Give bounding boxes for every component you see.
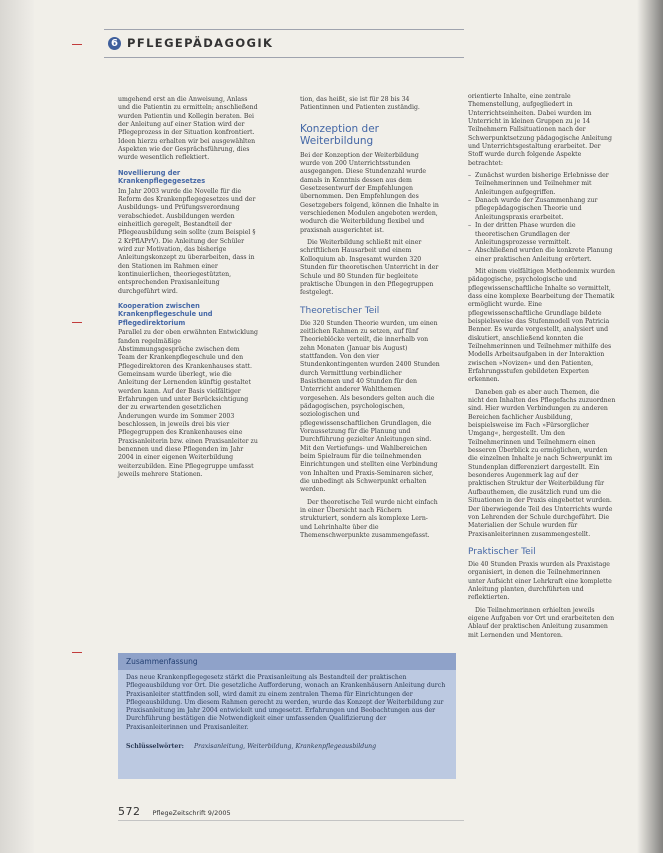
keywords-row [118,743,456,751]
section-heading: Konzeption der Weiterbildung [300,122,379,147]
paragraph: Die 320 Stunden Theorie wurden, um einen zeitlichen Rahmen zu setzen, auf fünf Theorieblöcke verteilt, die innerhalb von zehn Monaten (Januar bis August) stattfanden. Von den vier Stundenkontingenten wurden 2400 Stunden durch Vermittlung verbindlicher Basisthemen und 40 Stunden für den Unterricht anderer Wahlthemen vorgesehen. Als besonders gelten auch die pädagogischen, psychologischen, soziologischen und pflegewissenschaftlichen Grundlagen, die Voraussetzung für die Planung und Durchführung gezielter Anleitungen sind. Mit den Vertiefungs- und Wahlbereichen beim Spielraum für die teilnehmenden Einrichtungen und stellten eine Verbindung von Inhalten und Praxis-Seminaren sicher, die unbedingt als Schwerpunkt erhalten werden. [300,319,440,494]
paragraph: umgehend erst an die Anweisung, Anlass und die Patientin zu ermitteln; anschließend wurden Patientin und Kollegin beraten. Bei der Anleitung auf einer Station wird der Pflegeprozess in der Situation konfrontiert. Ideen hierzu erhalten wir bei ausgewählten Aspekten wie der Gesprächsführung, dies wurde wesentlich reflektiert. [118,96,258,162]
summary-text: Das neue Krankenpflegegesetz stärkt die Praxisanleitung als Bestandteil der praktischen Pflegeausbildung vor Ort. Die gesetzliche Aufforderung, wonach an Krankenhäusern Anleitung durch Praxisanleiter stattfinden soll, wird damit zu einem zentralen Thema für Einrichtungen der Pflegeausbildung. Um diesem Rahmen gerecht zu werden, wurde das Konzept der Weiterbildung zur Praxisanleitung im Jahr 2004 entwickelt und umgesetzt. Erfahrungen und Beobachtungen aus der Durchführung bestätigen die Notwendigkeit einer umfassenden Qualifizierung der Praxisanleiterinnen und Praxisanleiter. [126,674,446,731]
list-item: – In der dritten Phase wurden die theoretischen Grundlagen der Anleitungsprozesse vermittelt. [468,222,616,247]
paragraph: orientierte Inhalte, eine zentrale Themenstellung, aufgegliedert in Unterrichtseinheiten. Dabei wurden im Unterricht in kleinen Gruppen zu je 14 Teilnehmern Fallsituationen nach der Schwerpunktsetzung pädagogische Anleitung und Unterrichtsgestaltung erarbeitet. Der Stoff wurde durch folgende Aspekte betrachtet: [468,93,612,167]
page-number: 572 [118,805,141,818]
column-1 [118,96,258,483]
paragraph: Die Teilnehmerinnen erhielten jeweils eigene Aufgaben vor Ort und erarbeiteten den Ablauf der praktischen Anleitung zusammen mit Lernenden und Mentoren. [468,606,615,639]
paragraph: Die 40 Stunden Praxis wurden als Praxistage organisiert, in denen die Teilnehmerinnen unter Aufsicht einer Lehrkraft eine komplette Anleitung planten, durchführten und reflektierten. [468,560,612,602]
margin-mark [72,652,82,653]
column-2 [300,96,440,544]
subheading: Kooperation zwischen Krankenpflegeschule und Pflegedirektorium [118,302,213,327]
summary-box [118,653,456,779]
list-item: – Danach wurde der Zusammenhang zur pflegepädagogischen Theorie und Anleitungspraxis erarbeitet. [468,197,616,222]
list-item: – Abschließend wurden die konkrete Planung einer praktischen Anleitung erörtert. [468,247,616,264]
margin-mark [72,44,82,45]
subheading: Novellierung der Krankenpflegegesetzes [118,168,206,186]
bullet-list [468,172,616,264]
binding-shadow [0,0,34,853]
section-heading: Theoretischer Teil [300,305,380,316]
margin-mark [72,322,82,323]
section-header [108,36,273,50]
page-footer [118,805,231,818]
paragraph: tion, das heißt, sie ist für 28 bis 34 Patientinnen und Patienten zuständig. [300,96,420,112]
section-badge: 6 [108,37,121,50]
paragraph: Mit einem vielfältigen Methodenmix wurden pädagogische, psychologische und pflegewissenschaftliche Inhalte so vermittelt, dass eine komplexe Bearbeitung der Thematik ermöglicht wurde. Eine pflegewissenschaftliche Grundlage bildete beispielsweise das Stufenmodell von Patricia Benner. Es wurde vorgestellt, analysiert und diskutiert, anschließend konnten die Teilnehmerinnen und Teilnehmer mithilfe des Modells Arbeitsaufgaben in der Interaktion zwischen »Novizen« und den Patienten, Erfahrungsstufen gebildeten Experten erkennen. [468,267,615,384]
paragraph: Die Weiterbildung schließt mit einer schriftlichen Hausarbeit und einem Kolloquium ab. Insgesamt wurden 320 Stunden für theoretischen Unterricht in der Schule und 80 Stunden für begleitete praktische Übungen in den Pflegegruppen festgelegt. [300,239,439,297]
paragraph: Parallel zu der oben erwähnten Entwicklung fanden regelmäßige Abstimmungsgespräche zwischen dem Team der Krankenpflegeschule und den Pflegedirektoren des Krankenhauses statt. Gemeinsam wurde überlegt, wie die Anleitung der Lernenden künftig gestaltet werden kann. Auf der Basis vielfältiger Erfahrungen und unter Berücksichtigung der zu erwartenden gesetzlichen Änderungen wurde im Sommer 2003 beschlossen, in jeweils drei bis vier Pflegegruppen des Krankenhauses eine Praxisanleiterin bzw. einen Praxisanleiter zu benennen und diese Pflegenden im Jahr 2004 in einer eigenen Weiterbildung weiterzubilden. Eine Pflegegruppe umfasst jeweils mehrere Stationen. [118,329,258,479]
list-item: – Zunächst wurden bisherige Erlebnisse der Teilnehmerinnen und Teilnehmer mit Anleitungen aufgegriffen. [468,172,616,197]
keywords-value: Praxisanleitung, Weiterbildung, Krankenpflegeausbildung [194,743,377,751]
column-3 [468,93,616,644]
paragraph: Daneben gab es aber auch Themen, die nicht den Inhalten des Pflegefachs zuzuordnen sind. Hier wurden Verbindungen zu anderen Bereichen fachlicher Ausbildung, beispielsweise im Fach »Fürsorglicher Umgang«, hergestellt. Um den Teilnehmerinnen und Teilnehmern einen besseren Überblick zu ermöglichen, wurden die einzelnen Inhalte je nach Schwerpunkt im Stundenplan differenziert dargestellt. Ein besonderes Augenmerk lag auf der praktischen Struktur der Weiterbildung für Aufbauthemen, die zusätzlich rund um die Situationen in der Praxis eingebettet wurden. Der überwiegende Teil des Unterrichts wurde von Lehrenden der Schule durchgeführt. Die Materialien der Schule wurden für Praxisanleiterinnen zusammengestellt. [468,388,616,538]
footer-rule [118,820,464,821]
section-title: PFLEGEPÄDAGOGIK [127,36,274,50]
summary-title: Zusammenfassung [118,653,456,670]
journal-name: PflegeZeitschrift 9/2005 [152,809,231,817]
paragraph: Der theoretische Teil wurde nicht einfach in einer Übersicht nach Fächern strukturiert, sondern als komplexe Lern- und Lehrinhalte über die Themenschwerpunkte zusammengefasst. [300,498,438,540]
paragraph: Im Jahr 2003 wurde die Novelle für die Reform des Krankenpflegegesetzes und der Ausbildungs- und Prüfungsverordnung verabschiedet. Ausbildungen werden einheitlich geregelt, Bestandteil der Pflegeausbildung sein sollte (zum Beispiel § 2 KrPflAPrV). Die Anleitung der Schüler wird zur Motivation, das bisherige Anleitungskonzept zu überarbeiten, dass in den Stationen im Rahmen einer kontinuierlichen, theoriegestützten, entsprechenden Praxisanleitung durchgeführt wird. [118,187,256,295]
header-rule-bottom [104,57,464,58]
keywords-label: Schlüsselwörter: [126,743,184,751]
section-heading: Praktischer Teil [468,546,536,557]
paragraph: Bei der Konzeption der Weiterbildung wurde von 200 Unterrichtsstunden ausgegangen. Diese Stundenzahl wurde damals in Kenntnis dessen aus dem Gesetzesentwurf der Empfehlungen übernommen. Den Empfehlungen des Gesetzgebers folgend, können die Inhalte in verschiedenen Modulen angeboten werden, wodurch die Weiterbildung flexibel und praxisnah ausgerichtet ist. [300,151,439,234]
page-edge-shadow [637,0,663,853]
header-rule-top [104,29,464,30]
